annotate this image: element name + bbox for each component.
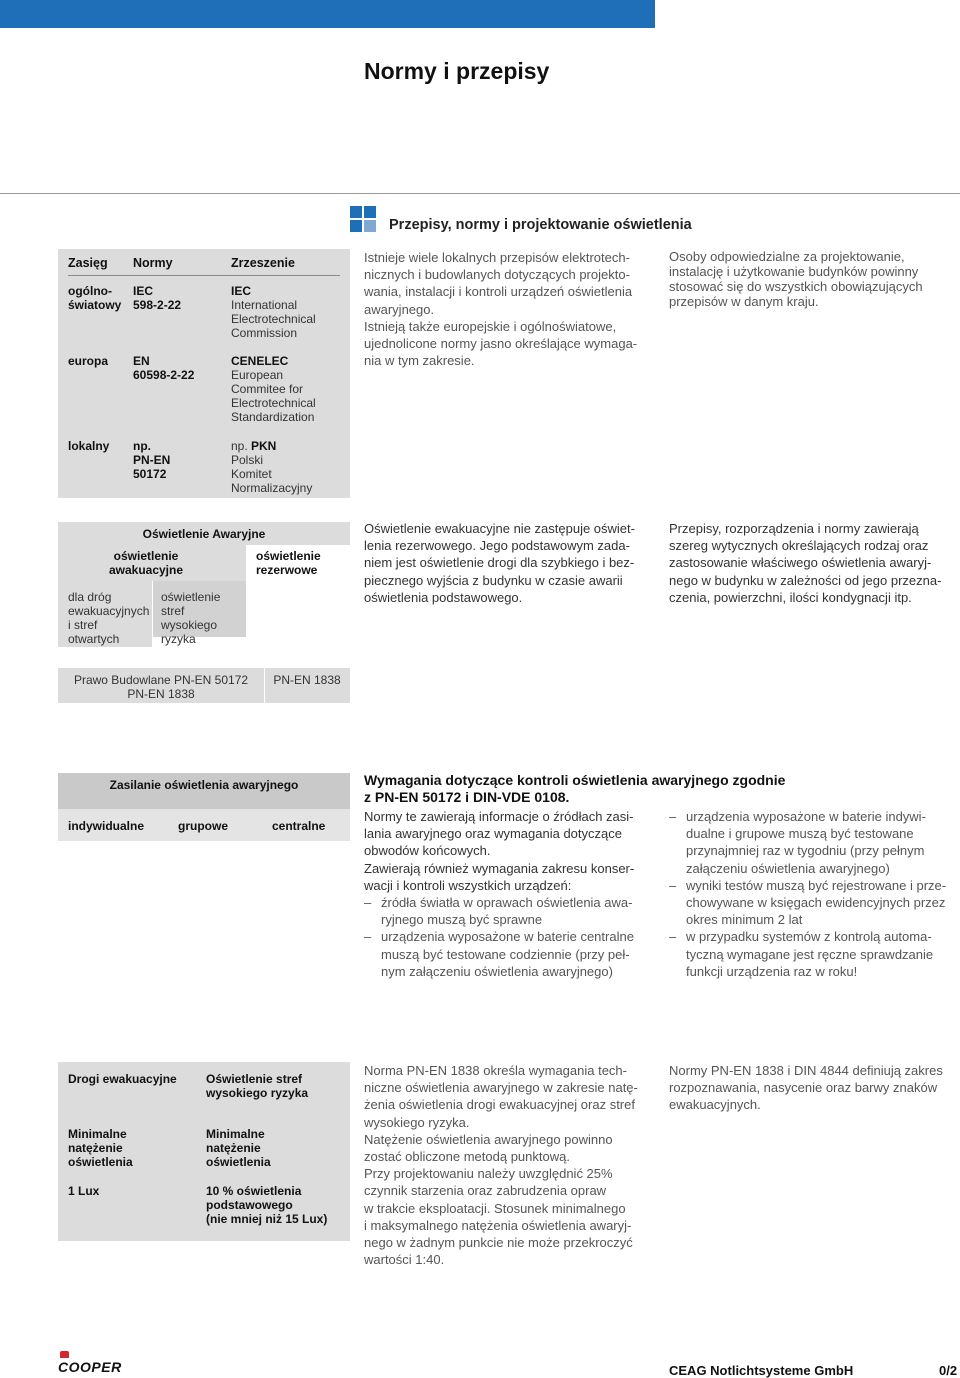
section-title: Przepisy, normy i projektowanie oświetlenia <box>389 217 692 233</box>
table-header-divider <box>68 275 340 276</box>
diagram-high-risk-label: oświetlenie stref wysokiego ryzyka <box>161 590 221 646</box>
evacuation-paragraph: Oświetlenie ewakuacyjne nie zastępuje oświet- lenia rezerwowego. Jego podstawowym zada- niem jest oświetlenie drogi dla szybkiego i bez- piecznego wyjścia z budynku w czasie awarii oświetlenia podstawowego. <box>364 521 635 605</box>
diagram-high-risk-box <box>153 581 246 646</box>
row-org-local-prefix: np. <box>231 439 252 453</box>
requirements-list-right <box>669 808 959 980</box>
requirements-list-left <box>364 894 664 980</box>
supply-table-header <box>58 773 350 809</box>
diagram-top-label: Oświetlenie Awaryjne <box>142 527 266 541</box>
requirement-item: – urządzenia wyposażone w baterie indywi- dualne i grupowe muszą być testowane przynajmniej raz w tygodniu (przy pełnym załączeniu oświetlenia awaryjnego) <box>669 808 959 877</box>
diagram-reserve-label: oświetlenie rezerwowe <box>256 549 321 577</box>
pn-en-1838-paragraph: Norma PN-EN 1838 określa wymagania tech- niczne oświetlenia awaryjnego w zakresie natę- żenia oświetlenia drogi ewakuacyjnej oraz stref wysokiego ryzyka. Natężenie oświetlenia awaryjnego powinno zostać obliczone metodą punktową. Przy projektowaniu należy uwzględnić 25% czynnik starzenia oraz zabrudzenia opraw w trakcie eksploatacji. Stosunek minimalnego i maksymalnego natężenia oświetlenia awaryj- nego w żadnym punkcie nie może przekroczyć wartości 1:40. <box>364 1063 638 1268</box>
regulations-paragraph: Przepisy, rozporządzenia i normy zawierają szereg wytycznych określających rodzaj oraz zastosowanie właściwego oświetlenia awaryj- nego w budynku w zależności od jego przezna- czenia, powierzchni, ilości kondygnacji itp. <box>669 521 942 605</box>
diagram-law-left: Prawo Budowlane PN-EN 50172 PN-EN 1838 <box>73 673 249 701</box>
row-org-global-bold: IEC <box>231 284 252 298</box>
table-header-norms: Normy <box>133 256 173 270</box>
page-title: Normy i przepisy <box>364 58 550 84</box>
diagram-routes-box <box>58 581 152 647</box>
requirement-item: – źródła światła w oprawach oświetlenia awa- ryjnego muszą być sprawne <box>364 894 664 928</box>
row-norm-global: IEC 598-2-22 <box>133 284 182 312</box>
signs-paragraph: Normy PN-EN 1838 i DIN 4844 definiują zakres rozpoznawania, nasycenie oraz barwy znaków ewakuacyjnych. <box>669 1063 943 1113</box>
footer-company: CEAG Notlichtsysteme GmbH <box>669 1363 854 1378</box>
diagram-law-box <box>58 668 350 703</box>
requirement-item: – w przypadku systemów z kontrolą automa- tyczną wymagane jest ręczne sprawdzanie funkcji urządzenia raz w roku! <box>669 928 959 980</box>
page-number: 0/2 <box>939 1363 958 1378</box>
diagram-emergency-lighting <box>58 522 350 545</box>
requirements-heading: Wymagania dotyczące kontroli oświetlenia awaryjnego zgodnie z PN-EN 50172 i DIN-VDE 0108. <box>364 772 786 805</box>
row-org-global: International Electrotechnical Commission <box>231 298 316 340</box>
row-scope-europe: europa <box>68 354 109 368</box>
cooper-logo-mark-icon <box>60 1351 69 1358</box>
section-squares-icon <box>350 206 376 232</box>
supply-type-group: grupowe <box>178 819 228 833</box>
row-org-europe: European Commitee for Electrotechnical Standardization <box>231 368 316 424</box>
illuminance-col2-value: 10 % oświetlenia podstawowego (nie mniej niż 15 Lux) <box>206 1184 328 1226</box>
illuminance-table <box>58 1062 350 1241</box>
row-org-europe-bold: CENELEC <box>231 354 289 368</box>
supply-types-row <box>58 809 350 841</box>
diagram-law-right: PN-EN 1838 <box>273 673 341 687</box>
requirement-item: – urządzenia wyposażone w baterie centralne muszą być testowane codziennie (przy peł- nym załączeniu oświetlenia awaryjnego) <box>364 928 664 980</box>
row-org-local-title <box>231 439 276 453</box>
standards-table <box>58 249 350 498</box>
supply-type-central: centralne <box>272 819 326 833</box>
table-header-scope: Zasięg <box>68 256 108 270</box>
illuminance-col1-label: Minimalne natężenie oświetlenia <box>68 1127 133 1169</box>
intro-paragraph-left: Istnieje wiele lokalnych przepisów elektrotech- nicznych i budowlanych dotyczących projekto- wania, instalacji i kontroli urządzeń oświetlenia awaryjnego. Istnieją także europejskie i ogólnoświatowe, ujednolicone normy jasno określające wymaga- nia w tym zakresie. <box>364 250 638 369</box>
diagram-evacuation-label: oświetlenie awakuacyjne <box>108 549 184 577</box>
illuminance-col2-header: Oświetlenie stref wysokiego ryzyka <box>206 1072 309 1100</box>
diagram-routes-label: dla dróg ewakuacyjnych i stref otwartych <box>68 590 150 646</box>
row-scope-global: ogólno- światowy <box>68 284 122 312</box>
top-brand-bar <box>0 0 655 28</box>
row-org-local-bold: PKN <box>251 439 277 453</box>
row-org-local: Polski Komitet Normalizacyjny <box>231 453 313 495</box>
illuminance-col2-label: Minimalne natężenie oświetlenia <box>206 1127 271 1169</box>
supply-title: Zasilanie oświetlenia awaryjnego <box>109 778 299 792</box>
illuminance-col1-value: 1 Lux <box>68 1184 100 1198</box>
intro-paragraph-right: Osoby odpowiedzialne za projektowanie, instalację i użytkowanie budynków powinny stosować się do wszystkich obowiązujących przepisów w danym kraju. <box>669 249 923 309</box>
diagram-evacuation-box <box>58 545 246 581</box>
requirement-item: – wyniki testów muszą być rejestrowane i prze- chowywane w księgach ewidencyjnych przez okres minimum 2 lat <box>669 877 959 929</box>
row-scope-local: lokalny <box>68 439 110 453</box>
row-norm-local: np. PN-EN 50172 <box>133 439 171 481</box>
header-divider <box>0 193 960 194</box>
supply-type-individual: indywidualne <box>68 819 145 833</box>
illuminance-col1-header: Drogi ewakuacyjne <box>68 1072 177 1086</box>
row-norm-europe: EN 60598-2-22 <box>133 354 195 382</box>
cooper-logo: COOPER <box>58 1359 122 1375</box>
requirements-intro: Normy te zawierają informacje o źródłach zasi- lania awaryjnego oraz wymagania dotyczące obwodów końcowych. Zawierają również wymagania zakresu konser- wacji i kontroli wszystkich urządzeń: <box>364 809 635 893</box>
table-header-organization: Zrzeszenie <box>231 256 295 270</box>
